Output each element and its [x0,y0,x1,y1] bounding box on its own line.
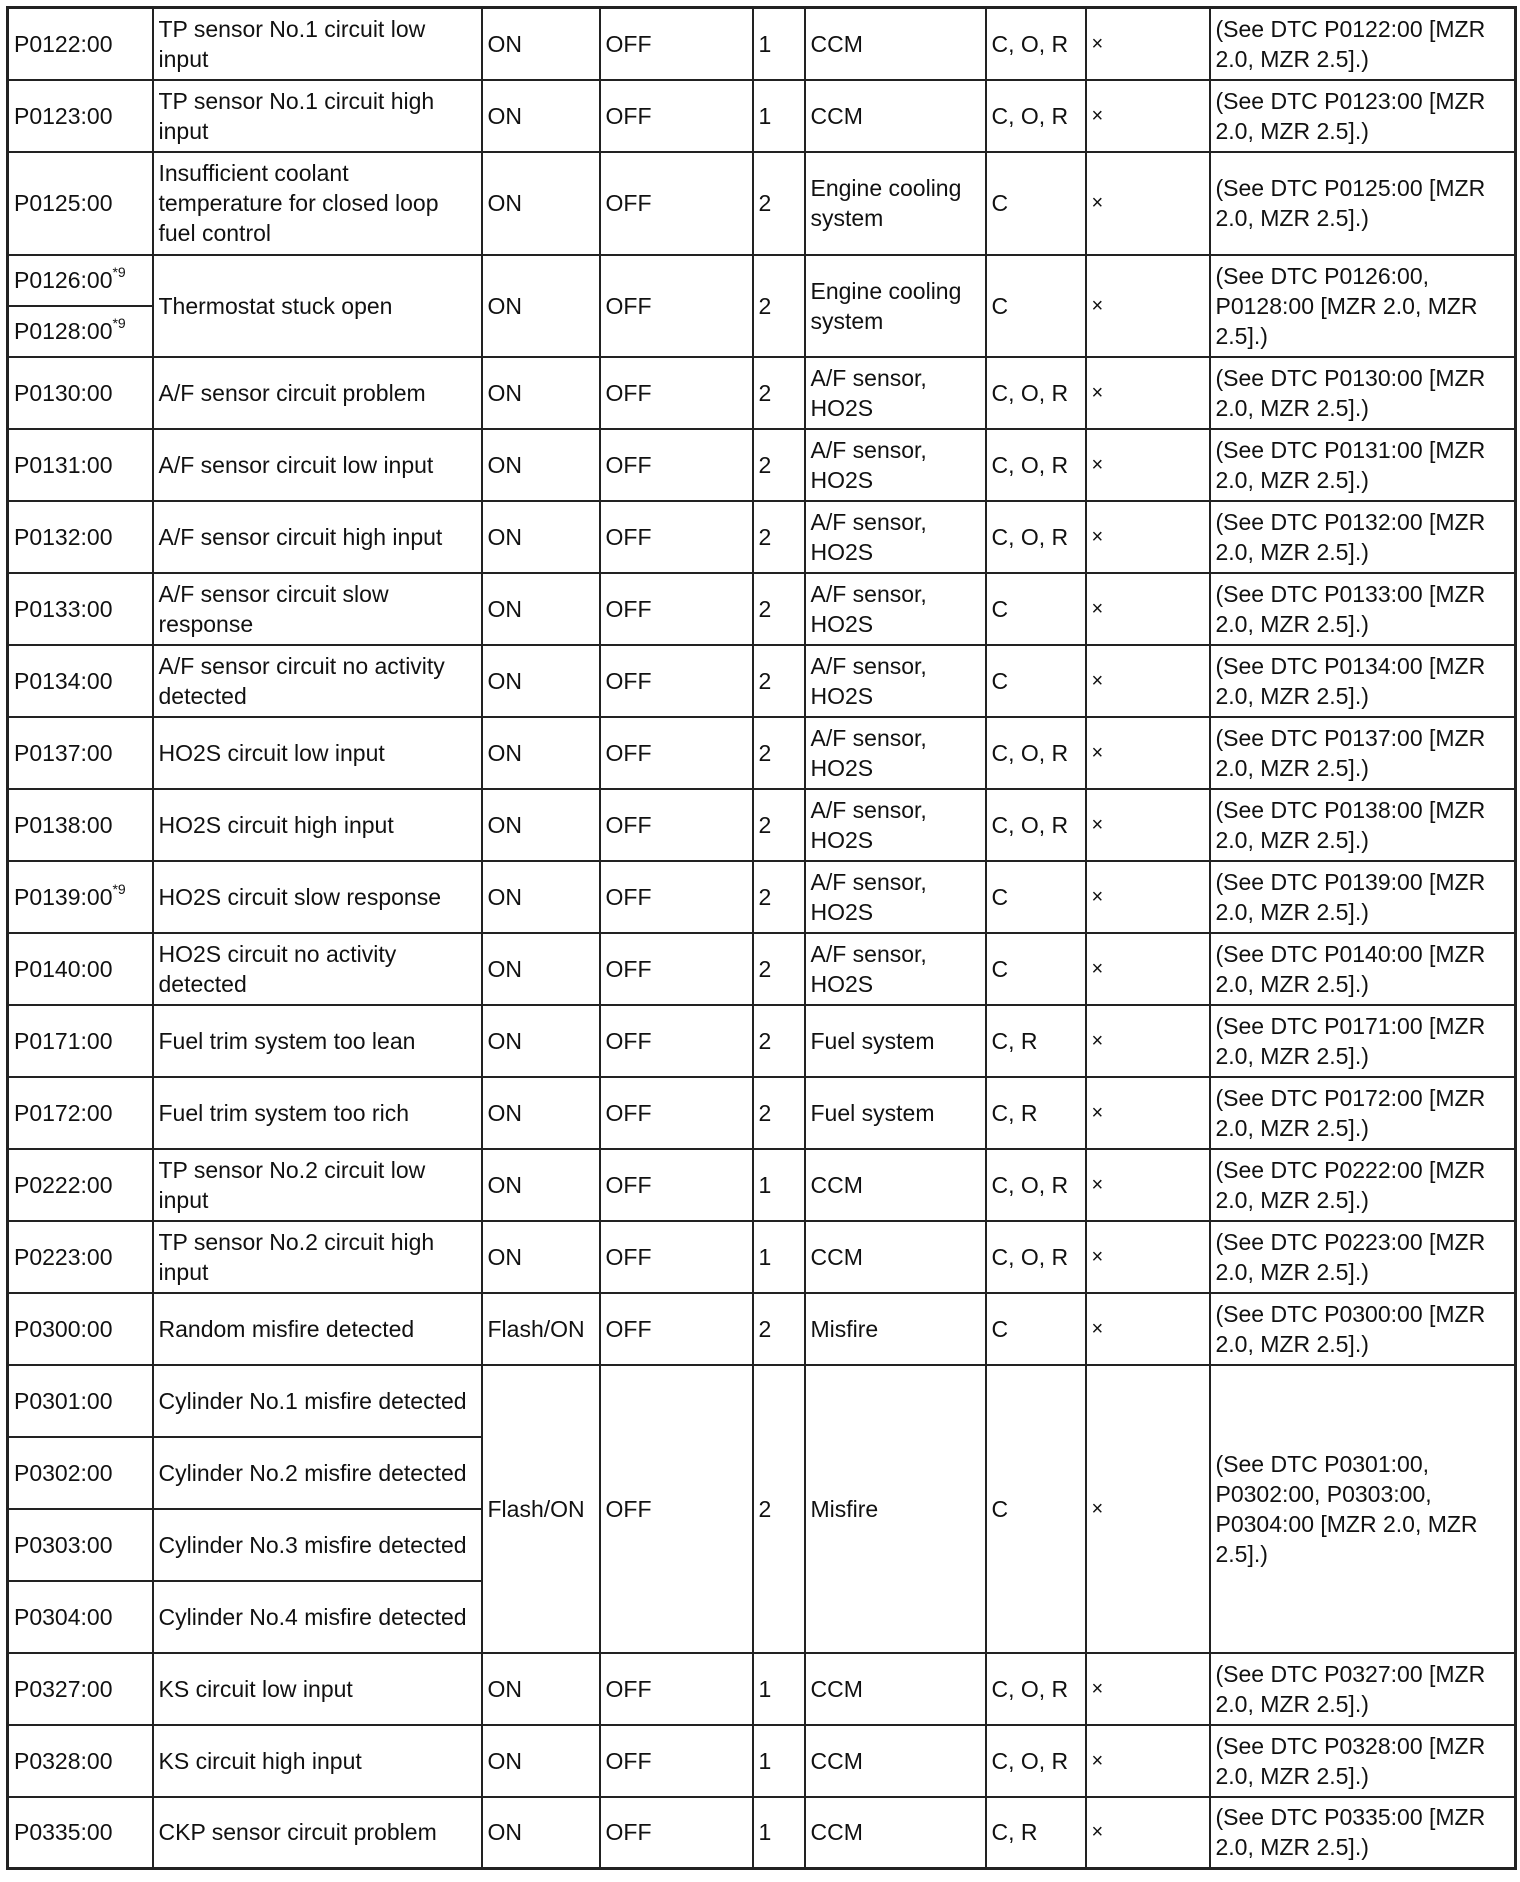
reference-cell: (See DTC P0335:00 [MZR 2.0, MZR 2.5].) [1210,1797,1516,1869]
mil-cell: ON [482,1725,600,1797]
drive-cycle-cell: 1 [753,1797,805,1869]
reference-cell: (See DTC P0327:00 [MZR 2.0, MZR 2.5].) [1210,1653,1516,1725]
description-cell: Insufficient coolant temperature for closed loop fuel control [153,152,482,255]
mil-cell: ON [482,717,600,789]
drive-cycle-cell: 2 [753,717,805,789]
table-row [8,152,1516,255]
description-cell: Random misfire detected [153,1293,482,1365]
dc-cell: OFF [600,861,753,933]
dtc-code-cell [8,1221,153,1293]
dtc-code: P0131:00 [14,451,113,478]
description-cell: CKP sensor circuit problem [153,1797,482,1869]
mark-cell: × [1086,1005,1210,1077]
table-row [8,573,1516,645]
mil-cell: ON [482,255,600,357]
table-row [8,1725,1516,1797]
dc-cell: OFF [600,717,753,789]
dc-cell: OFF [600,357,753,429]
dtc-code: P0172:00 [14,1099,113,1126]
dtc-code: P0130:00 [14,379,113,406]
dc-cell: OFF [600,255,753,357]
table-row [8,80,1516,152]
mil-cell: ON [482,152,600,255]
reference-cell: (See DTC P0122:00 [MZR 2.0, MZR 2.5].) [1210,8,1516,80]
dtc-code: P0222:00 [14,1171,113,1198]
dtc-status-cell: C [986,1365,1086,1653]
table-row [8,1365,1516,1437]
dtc-code: P0303:00 [14,1531,113,1558]
description-cell: TP sensor No.1 circuit low input [153,8,482,80]
reference-cell: (See DTC P0172:00 [MZR 2.0, MZR 2.5].) [1210,1077,1516,1149]
drive-cycle-cell: 2 [753,1005,805,1077]
reference-cell: (See DTC P0131:00 [MZR 2.0, MZR 2.5].) [1210,429,1516,501]
dtc-code-cell [8,357,153,429]
mil-cell: ON [482,789,600,861]
mil-cell: ON [482,1221,600,1293]
reference-cell: (See DTC P0125:00 [MZR 2.0, MZR 2.5].) [1210,152,1516,255]
dtc-code-cell [8,1509,153,1581]
dtc-code-cell [8,717,153,789]
dtc-code: P0123:00 [14,102,113,129]
mil-cell: Flash/ON [482,1365,600,1653]
dc-cell: OFF [600,1797,753,1869]
table-row [8,8,1516,80]
drive-cycle-cell: 2 [753,255,805,357]
dtc-code: P0128:00 [14,318,113,344]
drive-cycle-cell: 1 [753,80,805,152]
description-cell: Fuel trim system too lean [153,1005,482,1077]
dtc-code-cell [8,1005,153,1077]
mark-cell: × [1086,80,1210,152]
mil-cell: Flash/ON [482,1293,600,1365]
mark-cell: × [1086,1149,1210,1221]
dtc-code-cell [8,501,153,573]
dtc-status-cell: C [986,573,1086,645]
dc-cell: OFF [600,1653,753,1725]
dtc-code-cell [8,573,153,645]
mark-cell: × [1086,1221,1210,1293]
drive-cycle-cell: 1 [753,1653,805,1725]
description-cell: Cylinder No.3 misfire detected [153,1509,482,1581]
dc-cell: OFF [600,573,753,645]
dtc-code-cell [8,1581,153,1653]
mil-cell: ON [482,1653,600,1725]
reference-cell: (See DTC P0139:00 [MZR 2.0, MZR 2.5].) [1210,861,1516,933]
drive-cycle-cell: 2 [753,1293,805,1365]
description-cell: Cylinder No.1 misfire detected [153,1365,482,1437]
description-cell: HO2S circuit low input [153,717,482,789]
monitor-item-cell: Misfire [805,1293,986,1365]
mark-cell: × [1086,429,1210,501]
monitor-item-cell: Engine cooling system [805,255,986,357]
dtc-code-cell [8,152,153,255]
reference-cell: (See DTC P0301:00, P0302:00, P0303:00, P0304:00 [MZR 2.0, MZR 2.5].) [1210,1365,1516,1653]
reference-cell: (See DTC P0137:00 [MZR 2.0, MZR 2.5].) [1210,717,1516,789]
dtc-status-cell: C [986,861,1086,933]
drive-cycle-cell: 2 [753,789,805,861]
mark-cell: × [1086,1077,1210,1149]
dtc-status-cell: C, O, R [986,357,1086,429]
mil-cell: ON [482,861,600,933]
mil-cell: ON [482,1149,600,1221]
description-cell: A/F sensor circuit no activity detected [153,645,482,717]
dtc-status-cell: C, O, R [986,429,1086,501]
mark-cell: × [1086,861,1210,933]
drive-cycle-cell: 2 [753,645,805,717]
reference-cell: (See DTC P0138:00 [MZR 2.0, MZR 2.5].) [1210,789,1516,861]
dtc-code: P0302:00 [14,1459,113,1486]
table-row [8,1149,1516,1221]
drive-cycle-cell: 2 [753,1365,805,1653]
drive-cycle-cell: 2 [753,573,805,645]
dtc-code: P0125:00 [14,190,113,216]
dtc-code-cell [8,1437,153,1509]
description-cell: Thermostat stuck open [153,255,482,357]
mark-cell: × [1086,645,1210,717]
dc-cell: OFF [600,501,753,573]
dtc-code-cell [8,861,153,933]
dtc-code: P0134:00 [14,667,113,694]
reference-cell: (See DTC P0134:00 [MZR 2.0, MZR 2.5].) [1210,645,1516,717]
drive-cycle-cell: 2 [753,1077,805,1149]
dtc-status-cell: C, R [986,1797,1086,1869]
reference-cell: (See DTC P0123:00 [MZR 2.0, MZR 2.5].) [1210,80,1516,152]
dtc-status-cell: C, O, R [986,1149,1086,1221]
mil-cell: ON [482,645,600,717]
table-row [8,1077,1516,1149]
mark-cell: × [1086,501,1210,573]
description-cell: TP sensor No.1 circuit high input [153,80,482,152]
mil-cell: ON [482,501,600,573]
monitor-item-cell: Fuel system [805,1077,986,1149]
mil-cell: ON [482,80,600,152]
description-cell: HO2S circuit no activity detected [153,933,482,1005]
mark-cell: × [1086,1365,1210,1653]
dtc-status-cell: C [986,645,1086,717]
description-cell: HO2S circuit high input [153,789,482,861]
mark-cell: × [1086,1797,1210,1869]
reference-cell: (See DTC P0132:00 [MZR 2.0, MZR 2.5].) [1210,501,1516,573]
dc-cell: OFF [600,1005,753,1077]
drive-cycle-cell: 1 [753,1725,805,1797]
dc-cell: OFF [600,429,753,501]
dtc-status-cell: C, O, R [986,1221,1086,1293]
description-cell: KS circuit low input [153,1653,482,1725]
dtc-status-cell: C [986,1293,1086,1365]
dc-cell: OFF [600,80,753,152]
monitor-item-cell: CCM [805,1797,986,1869]
mark-cell: × [1086,573,1210,645]
table-row [8,861,1516,933]
description-cell: HO2S circuit slow response [153,861,482,933]
drive-cycle-cell: 2 [753,357,805,429]
monitor-item-cell: CCM [805,1653,986,1725]
table-row [8,357,1516,429]
dtc-status-cell: C [986,933,1086,1005]
dtc-code-cell [8,80,153,152]
dtc-code-cell [8,8,153,80]
dtc-code: P0132:00 [14,523,113,550]
dtc-code-cell [8,1365,153,1437]
mark-cell: × [1086,152,1210,255]
table-row [8,933,1516,1005]
description-cell: KS circuit high input [153,1725,482,1797]
reference-cell: (See DTC P0126:00, P0128:00 [MZR 2.0, MZR 2.5].) [1210,255,1516,357]
table-row [8,255,1516,306]
description-cell: A/F sensor circuit low input [153,429,482,501]
drive-cycle-cell: 2 [753,933,805,1005]
dtc-code: P0327:00 [14,1675,113,1702]
dc-cell: OFF [600,1293,753,1365]
dtc-status-cell: C [986,255,1086,357]
monitor-item-cell: Fuel system [805,1005,986,1077]
mil-cell: ON [482,933,600,1005]
dtc-code-cell [8,1797,153,1869]
monitor-item-cell: CCM [805,1221,986,1293]
dtc-code: P0122:00 [14,30,113,57]
dtc-table-container [6,6,1514,1870]
dtc-status-cell: C, O, R [986,1653,1086,1725]
mark-cell: × [1086,789,1210,861]
dc-cell: OFF [600,645,753,717]
dc-cell: OFF [600,152,753,255]
dtc-status-cell: C, O, R [986,8,1086,80]
table-row [8,1221,1516,1293]
mark-cell: × [1086,717,1210,789]
reference-cell: (See DTC P0300:00 [MZR 2.0, MZR 2.5].) [1210,1293,1516,1365]
description-cell: A/F sensor circuit slow response [153,573,482,645]
dc-cell: OFF [600,789,753,861]
dtc-status-cell: C, O, R [986,501,1086,573]
dtc-code-cell [8,1077,153,1149]
mark-cell: × [1086,255,1210,357]
monitor-item-cell: Engine cooling system [805,152,986,255]
mil-cell: ON [482,1077,600,1149]
monitor-item-cell: A/F sensor, HO2S [805,933,986,1005]
dtc-code-cell [8,789,153,861]
monitor-item-cell: A/F sensor, HO2S [805,717,986,789]
dtc-code-cell [8,1293,153,1365]
monitor-item-cell: A/F sensor, HO2S [805,645,986,717]
dtc-code: P0126:00 [14,267,113,293]
monitor-item-cell: A/F sensor, HO2S [805,501,986,573]
mil-cell: ON [482,429,600,501]
monitor-item-cell: A/F sensor, HO2S [805,861,986,933]
dtc-code-cell [8,1149,153,1221]
mark-cell: × [1086,1653,1210,1725]
dtc-code: P0139:00 [14,883,113,910]
dtc-code: P0223:00 [14,1243,113,1270]
monitor-item-cell: A/F sensor, HO2S [805,429,986,501]
reference-cell: (See DTC P0328:00 [MZR 2.0, MZR 2.5].) [1210,1725,1516,1797]
reference-cell: (See DTC P0140:00 [MZR 2.0, MZR 2.5].) [1210,933,1516,1005]
drive-cycle-cell: 1 [753,1221,805,1293]
monitor-item-cell: CCM [805,1725,986,1797]
description-cell: Fuel trim system too rich [153,1077,482,1149]
monitor-item-cell: Misfire [805,1365,986,1653]
dtc-code: P0300:00 [14,1315,113,1342]
dtc-status-cell: C [986,152,1086,255]
description-cell: Cylinder No.2 misfire detected [153,1437,482,1509]
dc-cell: OFF [600,1725,753,1797]
dc-cell: OFF [600,8,753,80]
dtc-code-cell [8,645,153,717]
mil-cell: ON [482,573,600,645]
monitor-item-cell: A/F sensor, HO2S [805,573,986,645]
drive-cycle-cell: 1 [753,1149,805,1221]
table-row [8,429,1516,501]
drive-cycle-cell: 2 [753,152,805,255]
footnote-marker: *9 [112,315,126,332]
table-row [8,1797,1516,1869]
mil-cell: ON [482,1005,600,1077]
dc-cell: OFF [600,1221,753,1293]
dtc-code: P0301:00 [14,1387,113,1414]
footnote-marker: *9 [112,264,126,281]
footnote-marker: *9 [112,880,126,897]
mark-cell: × [1086,1293,1210,1365]
table-row [8,501,1516,573]
drive-cycle-cell: 2 [753,501,805,573]
description-cell: Cylinder No.4 misfire detected [153,1581,482,1653]
reference-cell: (See DTC P0171:00 [MZR 2.0, MZR 2.5].) [1210,1005,1516,1077]
mark-cell: × [1086,1725,1210,1797]
mil-cell: ON [482,1797,600,1869]
dtc-code: P0137:00 [14,739,113,766]
monitor-item-cell: CCM [805,8,986,80]
drive-cycle-cell: 2 [753,429,805,501]
table-row [8,1653,1516,1725]
dtc-status-cell: C, O, R [986,717,1086,789]
mark-cell: × [1086,8,1210,80]
dtc-status-cell: C, R [986,1005,1086,1077]
dtc-status-cell: C, O, R [986,1725,1086,1797]
dtc-code: P0140:00 [14,955,113,982]
dtc-code-cell [8,1653,153,1725]
dtc-code: P0171:00 [14,1027,113,1054]
mil-cell: ON [482,357,600,429]
dtc-code-cell [8,933,153,1005]
drive-cycle-cell: 2 [753,861,805,933]
description-cell: A/F sensor circuit problem [153,357,482,429]
description-cell: TP sensor No.2 circuit low input [153,1149,482,1221]
table-row [8,1293,1516,1365]
reference-cell: (See DTC P0130:00 [MZR 2.0, MZR 2.5].) [1210,357,1516,429]
dc-cell: OFF [600,1077,753,1149]
monitor-item-cell: A/F sensor, HO2S [805,789,986,861]
dtc-status-cell: C, R [986,1077,1086,1149]
monitor-item-cell: CCM [805,1149,986,1221]
mil-cell: ON [482,8,600,80]
mark-cell: × [1086,357,1210,429]
dtc-code-cell [8,306,153,357]
monitor-item-cell: A/F sensor, HO2S [805,357,986,429]
dtc-code: P0335:00 [14,1819,113,1846]
table-row [8,645,1516,717]
dtc-status-cell: C, O, R [986,80,1086,152]
reference-cell: (See DTC P0133:00 [MZR 2.0, MZR 2.5].) [1210,573,1516,645]
dtc-code-cell [8,255,153,306]
dtc-code: P0138:00 [14,811,113,838]
table-row [8,1005,1516,1077]
dtc-status-cell: C, O, R [986,789,1086,861]
monitor-item-cell: CCM [805,80,986,152]
reference-cell: (See DTC P0222:00 [MZR 2.0, MZR 2.5].) [1210,1149,1516,1221]
dtc-code-cell [8,429,153,501]
mark-cell: × [1086,933,1210,1005]
dtc-code: P0328:00 [14,1747,113,1774]
table-row [8,789,1516,861]
reference-cell: (See DTC P0223:00 [MZR 2.0, MZR 2.5].) [1210,1221,1516,1293]
dc-cell: OFF [600,1149,753,1221]
drive-cycle-cell: 1 [753,8,805,80]
dtc-code-cell [8,1725,153,1797]
dc-cell: OFF [600,1365,753,1653]
dc-cell: OFF [600,933,753,1005]
table-row [8,717,1516,789]
dtc-code: P0304:00 [14,1603,113,1630]
description-cell: TP sensor No.2 circuit high input [153,1221,482,1293]
dtc-code: P0133:00 [14,595,113,622]
description-cell: A/F sensor circuit high input [153,501,482,573]
dtc-table [6,6,1517,1870]
